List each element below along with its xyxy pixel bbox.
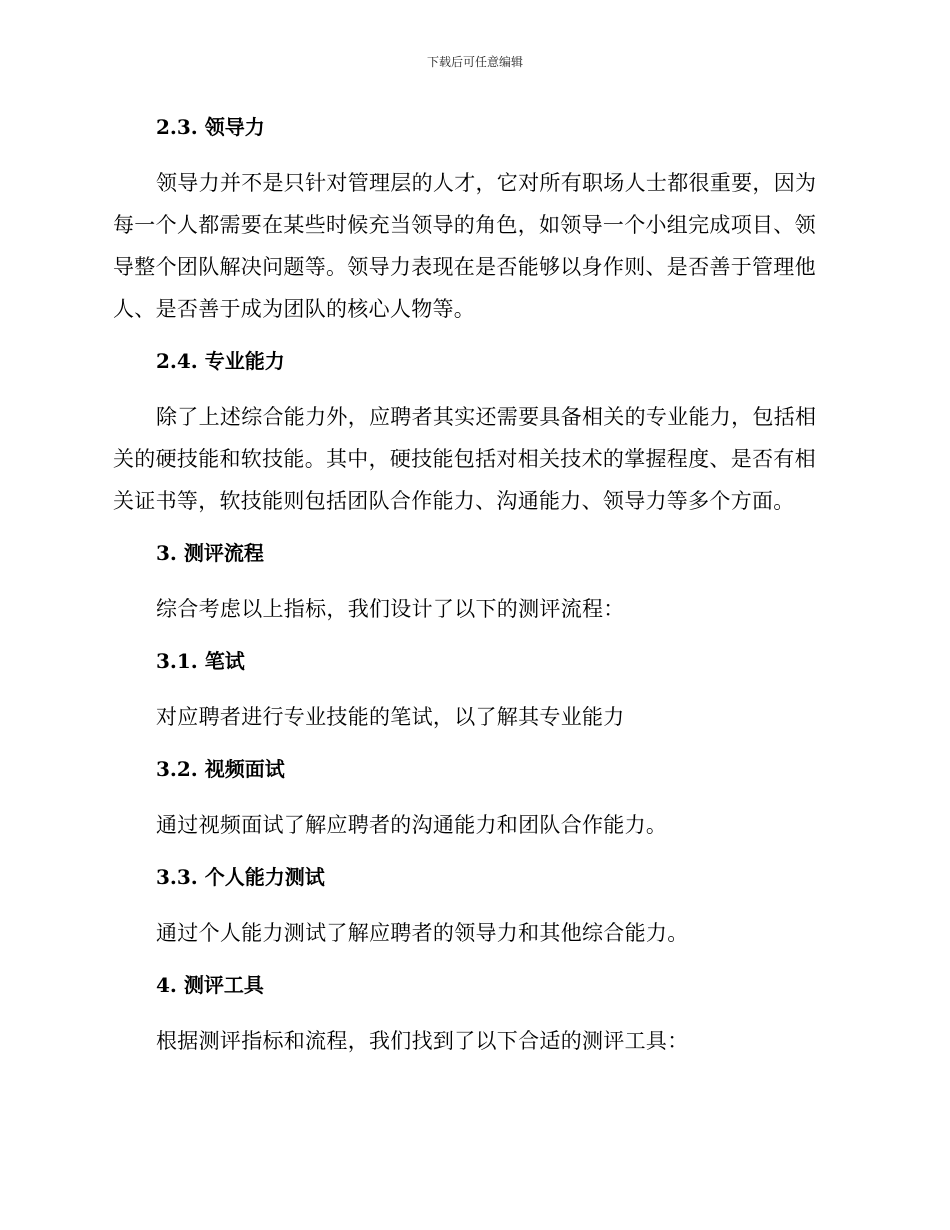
section-heading-3-3: 3.3. 个人能力测试 [156, 865, 325, 889]
paragraph-ability-test: 通过个人能力测试了解应聘者的领导力和其他综合能力。 [156, 921, 689, 945]
section-heading-2-3: 2.3. 领导力 [156, 115, 265, 139]
section-heading-2-4: 2.4. 专业能力 [156, 349, 285, 373]
document-body [113, 108, 833, 1074]
section-heading-4: 4. 测评工具 [156, 973, 264, 997]
paragraph-video-interview: 通过视频面试了解应聘者的沟通能力和团队合作能力。 [156, 813, 668, 837]
page-header: 下载后可任意编辑 [426, 55, 523, 69]
section-heading-3: 3. 测评流程 [156, 541, 264, 565]
paragraph-professional-ability: 除了上述综合能力外，应聘者其实还需要具备相关的专业能力，包括相关的硬技能和软技能。其中，硬技能包括对相关技术的掌握程度、是否有相关证书等，软技能则包括团队合作能力、沟通能力、领导力等多个方面。 [113, 405, 817, 513]
paragraph-written-test: 对应聘者进行专业技能的笔试，以了解其专业能力 [156, 705, 625, 729]
paragraph-tools-intro: 根据测评指标和流程，我们找到了以下合适的测评工具： [156, 1029, 689, 1053]
section-heading-3-1: 3.1. 笔试 [156, 649, 245, 673]
paragraph-leadership: 领导力并不是只针对管理层的人才，它对所有职场人士都很重要，因为每一个人都需要在某些时候充当领导的角色，如领导一个小组完成项目、领导整个团队解决问题等。领导力表现在是否能够以身作则、是否善于管理他人、是否善于成为团队的核心人物等。 [113, 171, 817, 321]
paragraph-process-intro: 综合考虑以上指标，我们设计了以下的测评流程： [156, 597, 625, 621]
section-heading-3-2: 3.2. 视频面试 [156, 757, 285, 781]
